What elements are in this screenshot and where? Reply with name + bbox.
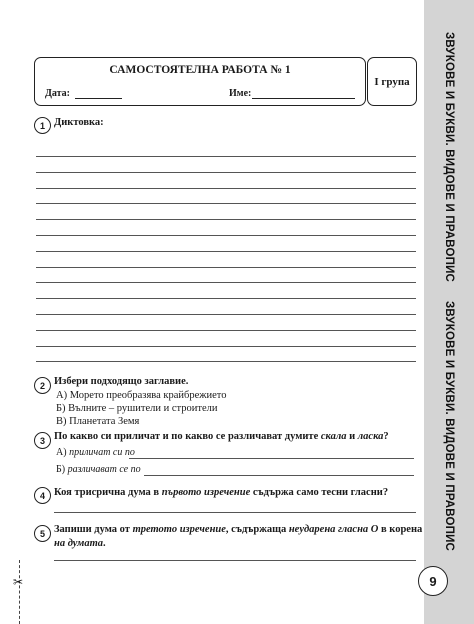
- answer-line-task-5[interactable]: [54, 560, 416, 561]
- task-number-5: 5: [34, 525, 51, 542]
- scissors-icon: ✂: [13, 575, 24, 589]
- page-number: 9: [418, 566, 448, 596]
- header-box: [34, 57, 366, 106]
- task-5-text-line-2: на думата.: [54, 538, 106, 549]
- task-number-2: 2: [34, 377, 51, 394]
- dictation-line[interactable]: [36, 188, 416, 189]
- task-number-3: 3: [34, 432, 51, 449]
- dictation-line[interactable]: [36, 267, 416, 268]
- dictation-line[interactable]: [36, 156, 416, 157]
- dictation-line[interactable]: [36, 282, 416, 283]
- task-3-text: По какво си приличат и по какво се различават думите скала и ласка?: [54, 431, 389, 442]
- task-number-1: 1: [34, 117, 51, 134]
- option-b[interactable]: Б) Вълните – рушители и строители: [56, 403, 218, 414]
- page-title: САМОСТОЯТЕЛНА РАБОТА № 1: [109, 64, 291, 76]
- dictation-line[interactable]: [36, 172, 416, 173]
- dictation-line[interactable]: [36, 219, 416, 220]
- task-4-text: Коя трисрична дума в първото изречение съдържа само тесни гласни?: [54, 487, 389, 498]
- answer-label-similar: А) приличат си по: [56, 447, 135, 458]
- dictation-line[interactable]: [36, 330, 416, 331]
- dictation-line[interactable]: [36, 235, 416, 236]
- answer-line-similar[interactable]: [129, 458, 414, 459]
- dictation-line[interactable]: [36, 361, 416, 362]
- date-label: Дата:: [45, 88, 70, 99]
- date-field[interactable]: [75, 98, 122, 99]
- dictation-line[interactable]: [36, 298, 416, 299]
- dictation-line[interactable]: [36, 203, 416, 204]
- task-2-text: Избери подходящо заглавие.: [54, 376, 189, 387]
- dictation-line[interactable]: [36, 346, 416, 347]
- task-5-text: Запиши дума от третото изречение, съдържаща неударена гласна О в корена: [54, 524, 423, 535]
- option-c[interactable]: В) Планетата Земя: [56, 416, 140, 427]
- dictation-line[interactable]: [36, 251, 416, 252]
- option-a[interactable]: А) Морето преобразява крайбрежието: [56, 390, 227, 401]
- answer-line-different[interactable]: [144, 475, 414, 476]
- name-label: Име:: [229, 88, 252, 99]
- answer-line-task-4[interactable]: [54, 512, 416, 513]
- dictation-line[interactable]: [36, 314, 416, 315]
- name-field[interactable]: [252, 98, 355, 99]
- cut-line: [19, 560, 20, 624]
- answer-label-different: Б) различават се по: [56, 464, 141, 475]
- task-number-4: 4: [34, 487, 51, 504]
- group-box: I група: [367, 57, 417, 106]
- task-1-text: Диктовка:: [54, 117, 104, 128]
